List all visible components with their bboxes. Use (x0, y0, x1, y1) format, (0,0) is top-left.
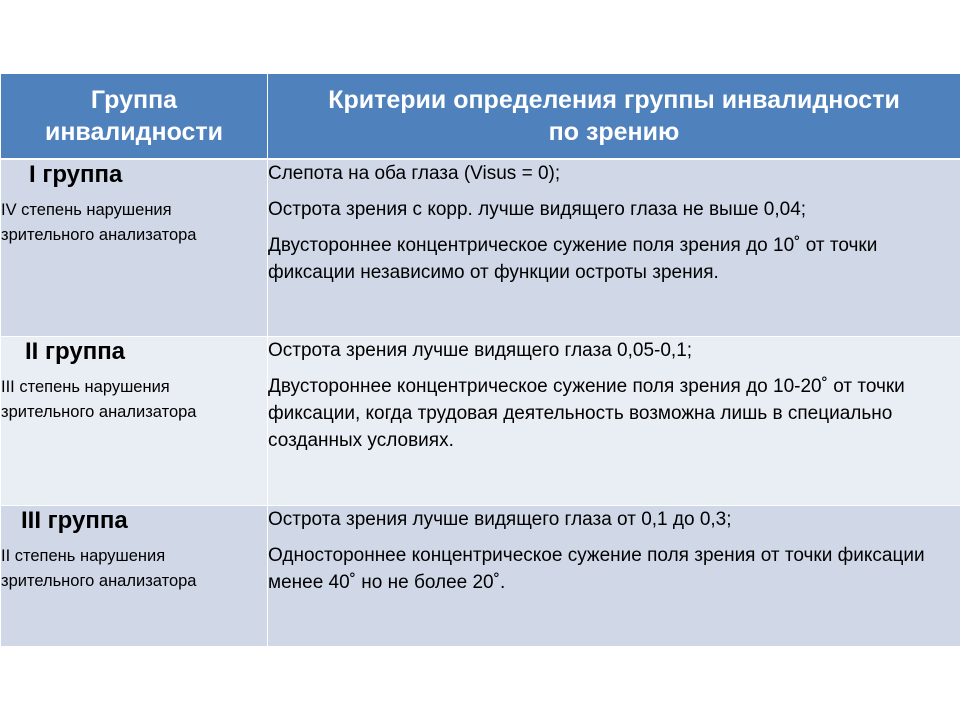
table-header-row (1, 74, 960, 160)
criteria-item: Острота зрения лучше видящего глаза от 0,1 до 0,3; (268, 509, 732, 530)
criteria-item: Острота зрения лучше видящего глаза 0,05-0,1; (268, 340, 693, 361)
header-group-column (1, 74, 268, 160)
group-title: I группа (29, 161, 123, 188)
header-criteria-line: по зрению (548, 118, 680, 146)
criteria-item: Двустороннее концентрическое сужение поля зрения до 10-20˚ от точки фиксации, когда трудовая деятельность возможна лишь в специально созданных условиях. (268, 376, 905, 451)
group-cell (1, 159, 268, 337)
header-criteria-line: Критерии определения группы инвалидности (328, 86, 900, 114)
criteria-cell (268, 337, 960, 506)
group-cell (1, 506, 268, 647)
group-note-line: III степень нарушения (1, 378, 170, 396)
group-note-line: зрительного анализатора (1, 226, 197, 244)
criteria-cell (268, 159, 960, 337)
header-group-line: Группа (90, 86, 178, 114)
criteria-item: Острота зрения с корр. лучше видящего глаза не выше 0,04; (268, 199, 807, 220)
table-row (1, 506, 960, 647)
group-title: II группа (25, 338, 126, 365)
group-cell (1, 337, 268, 506)
table-row (1, 337, 960, 506)
disability-criteria-table (0, 73, 960, 647)
group-note-line: II степень нарушения (1, 547, 166, 565)
criteria-item: Одностороннее концентрическое сужение поля зрения от точки фиксации менее 40˚ но не более 20˚. (268, 545, 925, 593)
group-note-line: зрительного анализатора (1, 572, 197, 590)
group-note-line: IV степень нарушения (1, 201, 172, 219)
table-row (1, 159, 960, 337)
group-note-line: зрительного анализатора (1, 403, 197, 421)
criteria-cell (268, 506, 960, 647)
criteria-item: Слепота на оба глаза (Visus = 0); (268, 163, 561, 184)
header-group-line: инвалидности (44, 118, 224, 146)
header-criteria-column (268, 74, 960, 160)
criteria-item: Двустороннее концентрическое сужение поля зрения до 10˚ от точки фиксации независимо от функции остроты зрения. (268, 235, 878, 283)
group-title: III группа (21, 507, 128, 534)
